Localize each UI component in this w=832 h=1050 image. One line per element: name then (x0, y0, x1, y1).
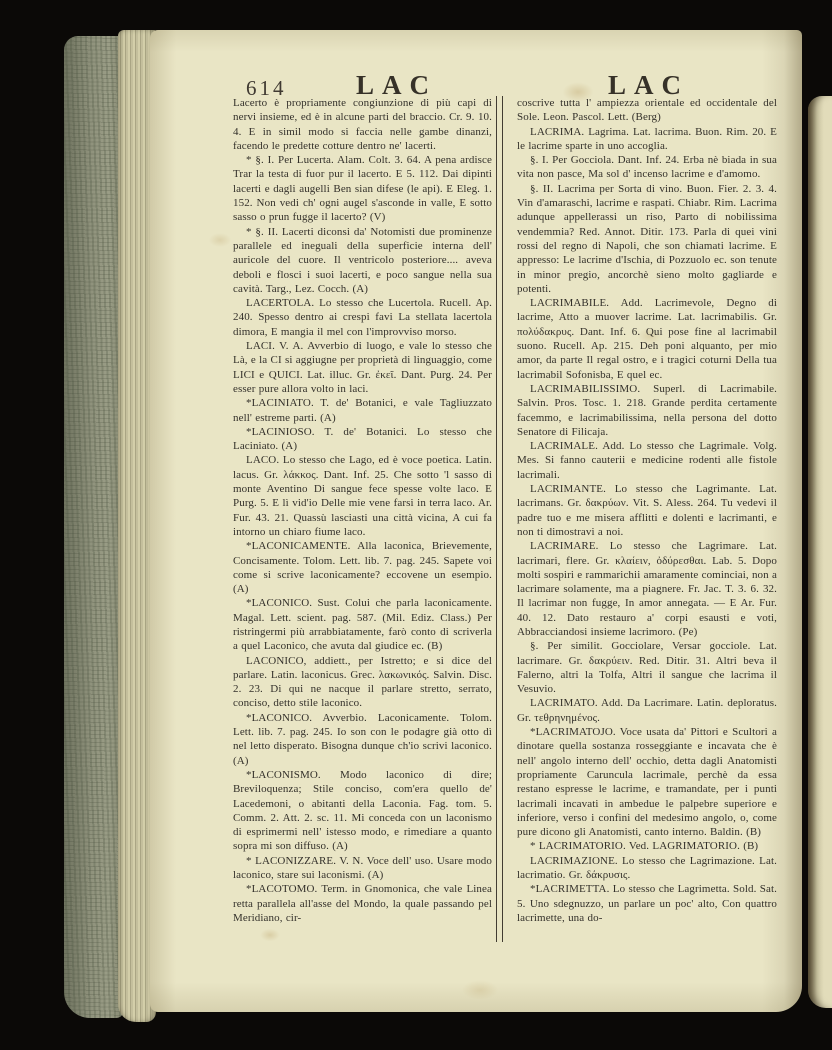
entry-paragraph: *LACRIMETTA. Lo stesso che Lagrimetta. Sold. Sat. 5. Uno sdegnuzzo, un parlare un poc' alto, Con quattro lacrimette, una do- (517, 883, 777, 924)
continuation-paragraph: coscrive tutta l' ampiezza orientale ed occidentale del Sole. Leon. Pascol. Lett. (Berg) (517, 97, 777, 124)
entry-paragraph: LACONICO, addiett., per Istretto; e si dice del parlare. Latin. laconicus. Grec. λακωνικός. Salvin. Disc. 2. 23. Di qui ne nacque il parlare stretto, serrato, conciso, detto stile laconico. (233, 654, 492, 710)
entry-paragraph: LACI. V. A. Avverbio di luogo, e vale lo stesso che Là, e la CI si aggiugne per proprietà di linguaggio, come LICI e QUICI. Lat. illuc. Gr. ἐκεῖ. Dant. Purg. 24. Per esser pure allora volto in laci. (233, 340, 492, 395)
entry-paragraph: *LACINIATO. T. de' Botanici, e vale Tagliuzzato nell' estreme parti. (A) (233, 397, 492, 424)
column-divider-rule (496, 96, 503, 942)
entry-paragraph: §. I. Per Gocciola. Dant. Inf. 24. Erba nè biada in sua vita non pasce, Ma sol d' incenso lacrime e d'amomo. (517, 154, 777, 181)
page-number: 614 (246, 76, 287, 100)
entry-paragraph: *LACONICO. Sust. Colui che parla laconicamente. Magal. Lett. scient. pag. 587. (Mil. Ediz. Class.) Per ristringermi più arrabbiatamente, farò conto di scriverla a quel Laconico, che avuta dal giudice ec. (B) (233, 597, 492, 653)
right-column (517, 96, 777, 925)
entry-paragraph: LACERTOLA. Lo stesso che Lucertola. Rucell. Ap. 240. Spesso dentro ai crespi favi La stellata lacertola dimora, E mangia il mel con l'improvviso morso. (233, 297, 492, 338)
entry-paragraph: *LACONICO. Avverbio. Laconicamente. Tolom. Lett. lib. 7. pag. 245. Io son con le podagre già otto dì nel letto disperato. Bisogna dunque ch'io scrivi laconico. (A) (233, 711, 492, 767)
entry-paragraph: LACRIMA. Lagrima. Lat. lacrima. Buon. Rim. 20. E le lacrime sparte in uno accoglia. (517, 125, 777, 152)
running-head-left: LAC (356, 70, 438, 100)
entry-paragraph: *LACINIOSO. T. de' Botanici. Lo stesso che Laciniato. (A) (233, 425, 492, 453)
text-columns (233, 96, 781, 942)
entry-paragraph: LACRIMABILISSIMO. Superl. di Lacrimabile. Salvin. Pros. Tosc. 1. 218. Grande perdita certamente facemmo, e lacrimabilissima, nella persona del dotto Senatore di Filicaja. (517, 382, 777, 438)
entry-paragraph: *LACOTOMO. Term. in Gnomonica, che vale Linea retta parallela all'asse del Mondo, la quale passando pel Meridiano, cir- (233, 883, 492, 924)
entry-paragraph: §. Per similit. Gocciolare, Versar gocciole. Lat. lacrimare. Gr. δακρύειν. Red. Ditir. 31. Altri beva il Falerno, altri la Tolfa, Altri il sangue che lacrima il Vesuvio. (517, 640, 777, 696)
continuation-paragraph: Lacerto è propriamente congiunzione di più capi di nervi insieme, ed è in alcune parti del braccio. Cr. 9. 10. 4. E in simil modo si faccia nelle gambe dinanzi, facendo le predette cotture dentro ne' lacerti. (233, 97, 492, 152)
entry-paragraph: LACRIMARE. Lo stesso che Lagrimare. Lat. lacrimari, flere. Gr. κλαίειν, ὀδύρεσθαι. Lab. 5. Dopo molti sospiri e rammarichii amaramente cominciai, non a lacrimare solamente, ma a piagnere. Fr. Jac. T. 3. 6. 32. Il lacrimar non fugge, In amor annegata. — E Ar. Fur. 40. 12. Dato restauro a' corpi esausti e voti, Abbracciandosi insieme lacrimoro. (Pe) (517, 540, 777, 638)
entry-paragraph: *LACRIMATOJO. Voce usata da' Pittori e Scultori a dinotare quella sostanza rosseggiante e incavata che è nell' angolo interno dell' occhio, detta dagli Anatomisti propriamente Caruncula lacrimale, perchè da essa restano espresse le lacrime, e tramandate, per i punti lacrimali incavati in ambedue le palpebre superiore e inferiore, verso i confini del medesimo angolo, o, come pure dicono gli Anatomisti, canto interno. Baldin. (B) (517, 726, 777, 839)
entry-paragraph: * LACRIMATORIO. Ved. LAGRIMATORIO. (B) (530, 840, 759, 853)
facing-page-edge (808, 96, 832, 1008)
entry-paragraph: LACRIMATO. Add. Da Lacrimare. Latin. deploratus. Gr. τεθρηνημένος. (517, 697, 777, 724)
entry-paragraph: LACRIMABILE. Add. Lacrimevole, Degno di lacrime, Atto a muover lacrime. Lat. lacrimabilis. Gr. πολύδακρυς. Dant. Inf. 6. Qui pose fine al lacrimabil suono. Rucell. Ap. 215. Deh poni alquanto, per mio amor, da parte Il regal ostro, e i tragici coturni Della tua lacrimabil Sofonisba, E quel ec. (517, 297, 777, 381)
entry-paragraph: LACRIMALE. Add. Lo stesso che Lagrimale. Volg. Mes. Si fanno cauterii e medicine rodenti alle fistole lacrimali. (517, 440, 777, 481)
entry-paragraph: §. II. Lacrima per Sorta di vino. Buon. Fier. 2. 3. 4. Vin d'amaraschi, lacrime e raspati. Chiabr. Rim. Lacrima adunque appellerassi un riso, Parto di nobilissima vendemmia? Red. Annot. Ditir. 173. Parla di quei vini rossi del regno di Napoli, che son chiamati lacrime. E appresso: Le lacrime d'Ischia, di Pozzuolo ec. son tenute in minor pregio, ancorchè sieno molto gagliarde e potenti. (517, 182, 777, 295)
entry-paragraph: * §. II. Lacerti diconsi da' Notomisti due prominenze parallele ed ineguali della superficie interna dell' auricole del cuore. Il ventricolo posteriore.... aveva deboli e flosci i suoi lacerti, e poco sangue nella sua cavità. Targ., Lez. Cocch. (A) (233, 225, 492, 295)
entry-paragraph: LACO. Lo stesso che Lago, ed è voce poetica. Latin. lacus. Gr. λάκκος. Dant. Inf. 25. Che sotto 'l sasso di monte Aventino Di sangue fece spesse volte laco. E Purg. 5. E lì vid'io Delle mie vene farsi in terra laco. Ar. Fur. 43. 21. Quassù lasciasti una città vicina, A cui fa intorno un chiaro fiume laco. (233, 454, 492, 538)
entry-paragraph: * LACONIZZARE. V. N. Voce dell' uso. Usare modo laconico, stare sui laconismi. (A) (233, 854, 492, 882)
entry-paragraph: *LACONICAMENTE. Alla laconica, Brievemente, Concisamente. Tolom. Lett. lib. 7. pag. 245. Sapete voi come si scrive laconicamente? eccovene un esempio. (A) (233, 540, 492, 596)
running-head-right: LAC (608, 70, 690, 100)
entry-paragraph: * §. I. Per Lucerta. Alam. Colt. 3. 64. A pena ardisce Trar la testa di fuor pur il lacerto. E 5. 112. Dai dipinti lacerti e dagli augelli Ben sian difese (le api). E Eleg. 1. 152. Non vedi ch' ogni augel s'asconde in valle, E sotto sasso o prun fugge il lacerto? (V) (233, 154, 492, 224)
entry-paragraph: LACRIMAZIONE. Lo stesso che Lagrimazione. Lat. lacrimatio. Gr. δάκρυσις. (517, 854, 777, 882)
page-edges-stack (64, 36, 124, 1018)
book-page (150, 30, 802, 1012)
left-column (233, 96, 492, 925)
entry-paragraph: LACRIMANTE. Lo stesso che Lagrimante. Lat. lacrimans. Gr. δακρύων. Vit. S. Aless. 264. Tu vedevi il padre tuo e me misera afflitti e dolenti e lacrimanti, e non ti dimostravi a noi. (517, 483, 777, 538)
entry-paragraph: *LACONISMO. Modo laconico di dire; Breviloquenza; Stile conciso, com'era quello de' Lacedemoni, o abitanti della Laconia. Fag. tom. 5. Comm. 2. Att. 2. sc. 11. Mi conceda con un laconismo di esprimermi nell' istesso modo, e rimediare a quanto sopra mi son diffuso. (A) (233, 768, 492, 853)
